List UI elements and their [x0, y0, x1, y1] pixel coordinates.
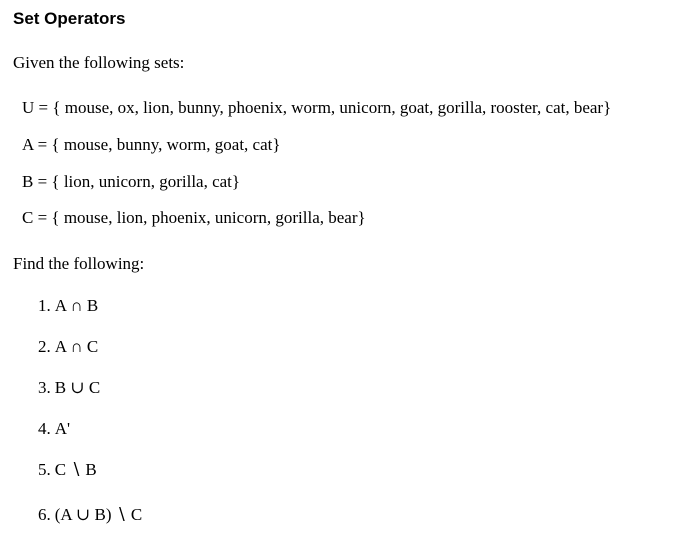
- set-a-definition: A = { mouse, bunny, worm, goat, cat}: [22, 135, 281, 154]
- problem-expression: B ∪ C: [54, 378, 101, 397]
- problem-number: 3.: [38, 378, 51, 397]
- problem-expression: A': [54, 419, 71, 438]
- intro-text: Given the following sets:: [13, 53, 185, 72]
- problem-number: 2.: [38, 337, 51, 356]
- problem-item: [38, 418, 70, 440]
- problem-item: [38, 504, 142, 526]
- page-title: Set Operators: [13, 9, 126, 28]
- problem-expression: C ∖ B: [54, 460, 97, 479]
- problem-item: [38, 377, 100, 399]
- problem-number: 1.: [38, 296, 51, 315]
- problem-item: [38, 459, 97, 481]
- problem-number: 5.: [38, 460, 51, 479]
- problem-number: 4.: [38, 419, 51, 438]
- find-prompt: Find the following:: [13, 254, 145, 273]
- problem-expression: (A ∪ B) ∖ C: [54, 505, 143, 524]
- set-u-definition: U = { mouse, ox, lion, bunny, phoenix, worm, unicorn, goat, gorilla, rooster, cat, bear}: [22, 98, 612, 117]
- problem-item: [38, 336, 98, 358]
- problem-item: [38, 295, 98, 317]
- problem-expression: A ∩ B: [54, 296, 99, 315]
- set-b-definition: B = { lion, unicorn, gorilla, cat}: [22, 172, 241, 191]
- set-c-definition: C = { mouse, lion, phoenix, unicorn, gorilla, bear}: [22, 208, 366, 227]
- problem-number: 6.: [38, 505, 51, 524]
- problem-expression: A ∩ C: [54, 337, 99, 356]
